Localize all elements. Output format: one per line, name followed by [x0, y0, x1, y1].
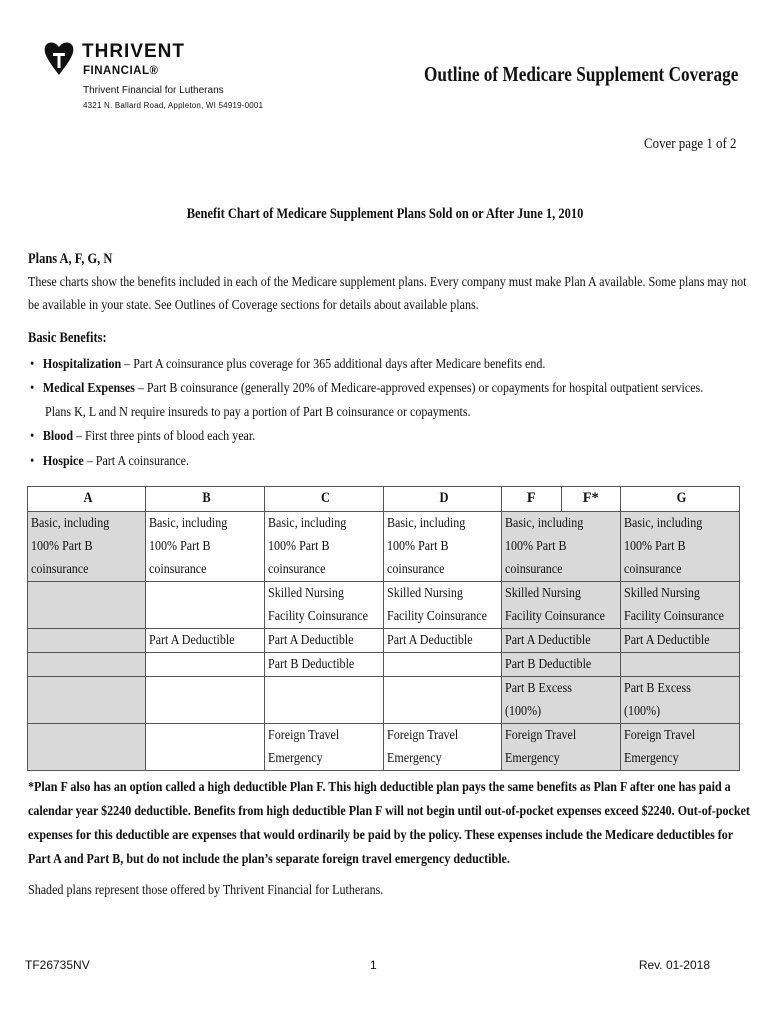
plan-f-note-line-4: Part A and Part B, but do not include the plan’s separate foreign travel emergency deductible. — [28, 852, 510, 867]
cell-c-basic: Basic, including 100% Part B coinsurance — [265, 512, 384, 582]
bullet-icon: • — [30, 357, 35, 372]
form-number: TF26735NV — [25, 958, 90, 972]
table-row-basic — [28, 512, 740, 582]
table-row-part-b-excess — [28, 677, 740, 724]
cell-d-foreign: Foreign Travel Emergency — [384, 724, 502, 771]
shaded-plans-note: Shaded plans represent those offered by Thrivent Financial for Lutherans. — [28, 883, 384, 898]
header-plan-f — [502, 487, 621, 512]
cell-b-part-b-ded — [146, 653, 265, 677]
table-header-row — [28, 487, 740, 512]
cell-b-part-b-excess — [146, 677, 265, 724]
cell-f-part-b-excess: Part B Excess (100%) — [502, 677, 621, 724]
page-title: Outline of Medicare Supplement Coverage — [423, 62, 738, 86]
cell-f-foreign: Foreign Travel Emergency — [502, 724, 621, 771]
bullet-icon: • — [30, 381, 35, 396]
table-row-skilled-nursing — [28, 582, 740, 629]
cell-c-snf: Skilled Nursing Facility Coinsurance — [265, 582, 384, 629]
cell-g-snf: Skilled Nursing Facility Coinsurance — [621, 582, 740, 629]
medical-expenses-continued: Plans K, L and N require insureds to pay a portion of Part B coinsurance or copayments. — [45, 405, 471, 420]
table-row-part-b-deductible — [28, 653, 740, 677]
cell-g-part-b-excess: Part B Excess (100%) — [621, 677, 740, 724]
cell-a-part-b-ded — [28, 653, 146, 677]
header-plan-c: C — [265, 487, 384, 512]
cell-f-part-b-ded: Part B Deductible — [502, 653, 621, 677]
cell-f-snf: Skilled Nursing Facility Coinsurance — [502, 582, 621, 629]
bullet-blood: • Blood – First three pints of blood each year. — [30, 429, 256, 444]
plans-paragraph-line-2: be available in your state. See Outlines of Coverage sections for details about available plans. — [28, 298, 479, 313]
cell-g-part-a-ded: Part A Deductible — [621, 629, 740, 653]
basic-benefits-heading: Basic Benefits: — [28, 330, 107, 346]
cell-b-snf — [146, 582, 265, 629]
cell-a-snf — [28, 582, 146, 629]
cell-a-part-b-excess — [28, 677, 146, 724]
chart-title: Benefit Chart of Medicare Supplement Plans Sold on or After June 1, 2010 — [186, 206, 584, 222]
page-number: 1 — [370, 958, 377, 972]
plans-heading: Plans A, F, G, N — [28, 251, 113, 267]
plan-f-note-line-2: calendar year $2240 deductible. Benefits from high deductible Plan F will not begin until out-of-pocket expenses exceed $2240. Out-of-pocket — [28, 804, 750, 819]
cell-c-part-b-excess — [265, 677, 384, 724]
cell-c-part-a-ded: Part A Deductible — [265, 629, 384, 653]
cell-d-part-a-ded: Part A Deductible — [384, 629, 502, 653]
header-plan-g: G — [621, 487, 740, 512]
cell-g-basic: Basic, including 100% Part B coinsurance — [621, 512, 740, 582]
cell-d-part-b-excess — [384, 677, 502, 724]
cell-d-part-b-ded — [384, 653, 502, 677]
benefit-chart-table — [27, 486, 740, 771]
plan-f-note-line-1: *Plan F also has an option called a high deductible Plan F. This high deductible plan pays the same benefits as Plan F after one has paid a — [28, 780, 731, 795]
logo-subtitle: FINANCIAL® — [83, 65, 159, 77]
cover-page-label: Cover page 1 of 2 — [643, 136, 736, 152]
cell-c-foreign: Foreign Travel Emergency — [265, 724, 384, 771]
cell-b-part-a-ded: Part A Deductible — [146, 629, 265, 653]
header-plan-d: D — [384, 487, 502, 512]
bullet-hospice: • Hospice – Part A coinsurance. — [30, 454, 190, 469]
bullet-icon: • — [30, 454, 35, 469]
bullet-hospitalization: • Hospitalization – Part A coinsurance plus coverage for 365 additional days after Medicare benefits end. — [30, 357, 546, 372]
header-plan-a: A — [28, 487, 146, 512]
cell-g-part-b-ded — [621, 653, 740, 677]
thrivent-logo-icon — [44, 41, 74, 77]
org-address: 4321 N. Ballard Road, Appleton, WI 54919-0001 — [83, 101, 264, 110]
plans-paragraph-line-1: These charts show the benefits included in each of the Medicare supplement plans. Every company must make Plan A available. Some plans may not — [28, 275, 747, 290]
cell-f-basic: Basic, including 100% Part B coinsurance — [502, 512, 621, 582]
cell-c-part-b-ded: Part B Deductible — [265, 653, 384, 677]
logo-wordmark: THRIVENT — [82, 41, 185, 62]
cell-a-basic: Basic, including 100% Part B coinsurance — [28, 512, 146, 582]
cell-g-foreign: Foreign Travel Emergency — [621, 724, 740, 771]
org-name: Thrivent Financial for Lutherans — [83, 85, 224, 96]
cell-a-foreign — [28, 724, 146, 771]
plan-f-note-line-3: expenses for this deductible are expenses that would ordinarily be paid by the policy. These expenses include the Medicare deductibles for — [28, 828, 734, 843]
bullet-medical-expenses: • Medical Expenses – Part B coinsurance (generally 20% of Medicare-approved expenses) or copayments for hospital outpatient services. — [30, 381, 704, 396]
cell-f-part-a-ded: Part A Deductible — [502, 629, 621, 653]
cell-b-basic: Basic, including 100% Part B coinsurance — [146, 512, 265, 582]
bullet-icon: • — [30, 429, 35, 444]
cell-d-basic: Basic, including 100% Part B coinsurance — [384, 512, 502, 582]
header-plan-f-label: F — [502, 487, 562, 511]
cell-b-foreign — [146, 724, 265, 771]
cell-a-part-a-ded — [28, 629, 146, 653]
revision-date: Rev. 01-2018 — [638, 958, 710, 972]
header-plan-f-star-label: F* — [582, 490, 599, 506]
table-row-foreign-travel — [28, 724, 740, 771]
header-plan-b: B — [146, 487, 265, 512]
table-row-part-a-deductible — [28, 629, 740, 653]
cell-d-snf: Skilled Nursing Facility Coinsurance — [384, 582, 502, 629]
